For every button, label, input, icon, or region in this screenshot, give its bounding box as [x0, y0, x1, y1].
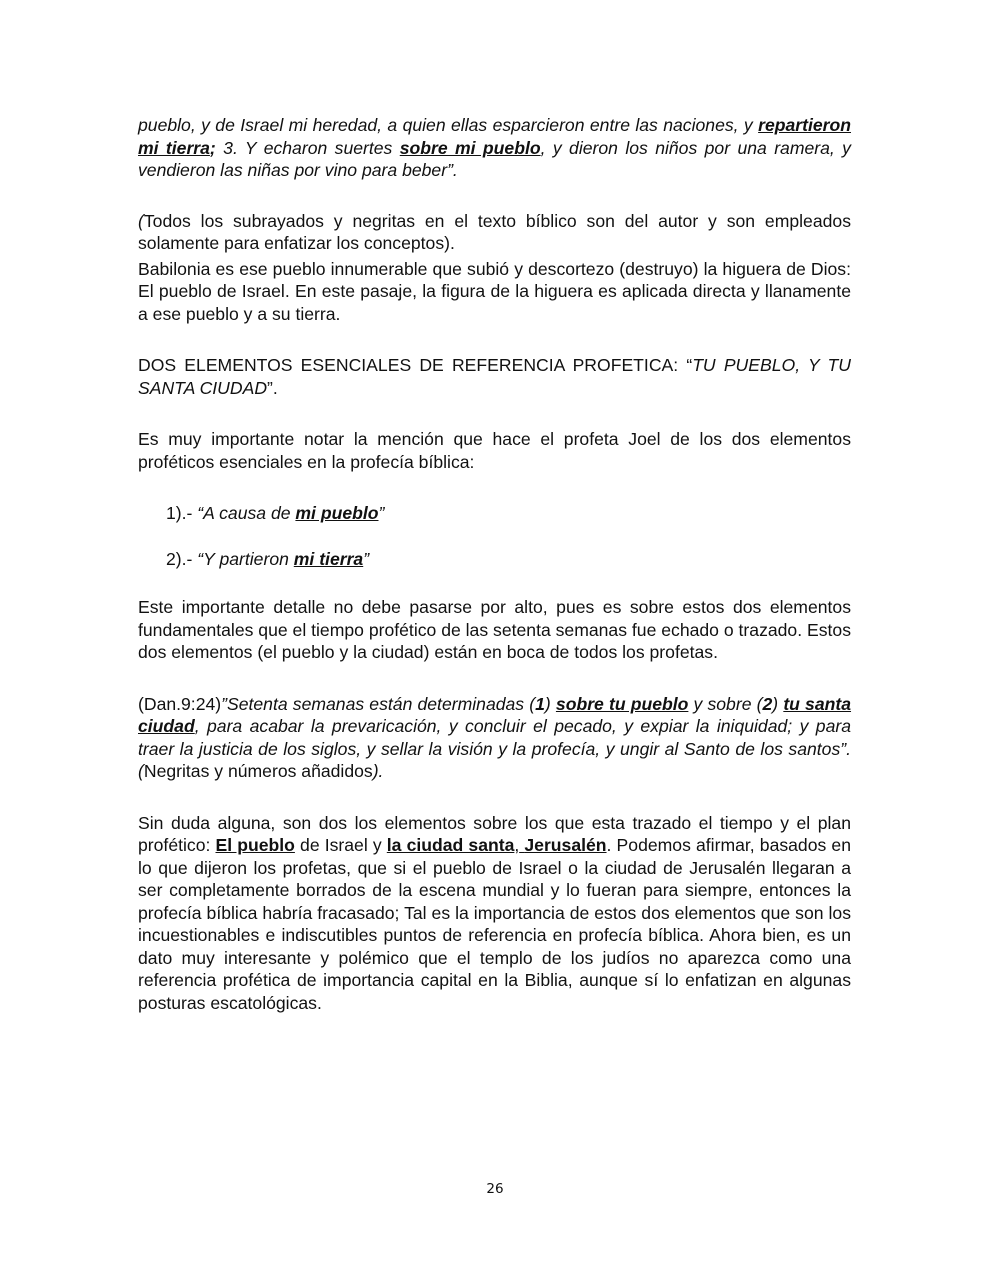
list-item: [166, 502, 851, 525]
daniel-quote-paragraph: [138, 693, 851, 783]
paragraph-text: . Podemos afirmar, basados en lo que dijeron los profetas, que si el pueblo de Israel o la ciudad de Jerusalén llegaran a ser completamente borrados de la escena mundial y lo fueran para siempre, entonces la profecía bíblica habría fracasado; Tal es la importancia de estos dos elementos que son los incuestionables e indiscutibles puntos de referencia en profecía bíblica. Ahora bien, es un dato muy interesante y polémico que el templo de los judíos no aparezca como una referencia profética de importancia capital en la Biblia, aunque sí lo enfatizan en algunas posturas escatológicas.: [138, 835, 851, 1013]
list-text: ”: [363, 548, 370, 569]
number-one: 1: [535, 693, 545, 714]
quote-text: 3. Y echaron suertes: [215, 137, 400, 158]
underlined-comma: ,: [514, 835, 520, 855]
emphasis-jerusalen: Jerusalén: [524, 835, 607, 855]
added-note: Negritas y números añadidos: [143, 761, 373, 781]
note-text: Todos los subrayados y negritas en el texto bíblico son del autor y son empleados solamente para enfatizar los conceptos).: [138, 210, 851, 253]
paragraph-text: de Israel y: [294, 835, 387, 855]
page-number: 26: [486, 1181, 504, 1197]
emphasis-el-pueblo: El pueblo: [215, 835, 295, 855]
quote-text: ): [544, 693, 556, 714]
list-item: [166, 548, 851, 571]
list-number: 2).-: [166, 548, 198, 569]
intro-paragraph: Es muy importante notar la mención que hace el profeta Joel de los dos elementos proféticos esenciales en la profecía bíblica:: [138, 429, 851, 472]
emphasis-repartieron-mi-tierra: repartieron mi tierra: [138, 115, 851, 158]
emphasis-sobre-tu-pueblo: sobre tu pueblo: [555, 693, 689, 714]
quote-text: , y dieron los niños por una ramera, y vendieron las niñas por vino para beber”.: [138, 137, 851, 180]
emphasis-la-ciudad-santa: la ciudad santa: [386, 835, 515, 855]
page-body: [138, 114, 851, 1014]
quote-text: , para acabar la prevaricación, y concluir el pecado, y expiar la iniquidad; y para traer la justicia de los siglos, y sellar la visión y la profecía, y ungir al Santo de los santos”. (: [138, 716, 851, 781]
quote-text: ): [772, 693, 784, 714]
author-note-paragraph: [138, 210, 851, 255]
list-text: “Y partieron: [197, 548, 294, 569]
list-number: 1).-: [166, 503, 198, 523]
scripture-reference: (Dan.9:24): [138, 693, 222, 714]
heading-italic: TU PUEBLO, Y TU SANTA CIUDAD: [138, 355, 851, 398]
list-text: “A causa de: [197, 503, 296, 523]
number-two: 2: [762, 693, 773, 714]
emphasis-mi-tierra: mi tierra: [293, 548, 364, 569]
semicolon: ;: [209, 137, 216, 158]
paragraph-text: Sin duda alguna, son dos los elementos sobre los que esta trazado el tiempo y el plan profético:: [138, 812, 851, 855]
quote-text: pueblo, y de Israel mi heredad, a quien ellas esparcieron entre las naciones, y: [138, 115, 759, 135]
quote-paragraph: [138, 114, 851, 182]
list-text: ”: [378, 503, 385, 523]
detail-paragraph: Este importante detalle no debe pasarse por alto, pues es sobre estos dos elementos fundamentales que el tiempo profético de las setenta semanas fue echado o trazado. Estos dos elementos (el pueblo y la ciudad) están en boca de todos los profetas.: [138, 597, 851, 662]
heading-text: DOS ELEMENTOS ESENCIALES DE REFERENCIA PROFETICA: “: [138, 355, 693, 375]
babilonia-paragraph: Babilonia es ese pueblo innumerable que subió y descortezo (destruyo) la higuera de Dios: El pueblo de Israel. En este pasaje, la figura de la higuera es aplicada directa y llanamente a ese pueblo y a su tierra.: [138, 258, 851, 324]
final-paragraph: [138, 812, 851, 1015]
open-paren: (: [138, 210, 144, 231]
quote-text: y sobre (: [688, 693, 763, 714]
section-heading: [138, 354, 851, 399]
emphasis-tu-santa-ciudad: tu santa ciudad: [138, 693, 852, 736]
emphasis-mi-pueblo: mi pueblo: [295, 503, 379, 523]
emphasis-sobre-mi-pueblo: sobre mi pueblo: [399, 137, 541, 158]
quote-text: ”Setenta semanas están determinadas (: [221, 693, 536, 714]
close-paren: ).: [372, 761, 384, 781]
heading-text: ”.: [267, 377, 278, 398]
